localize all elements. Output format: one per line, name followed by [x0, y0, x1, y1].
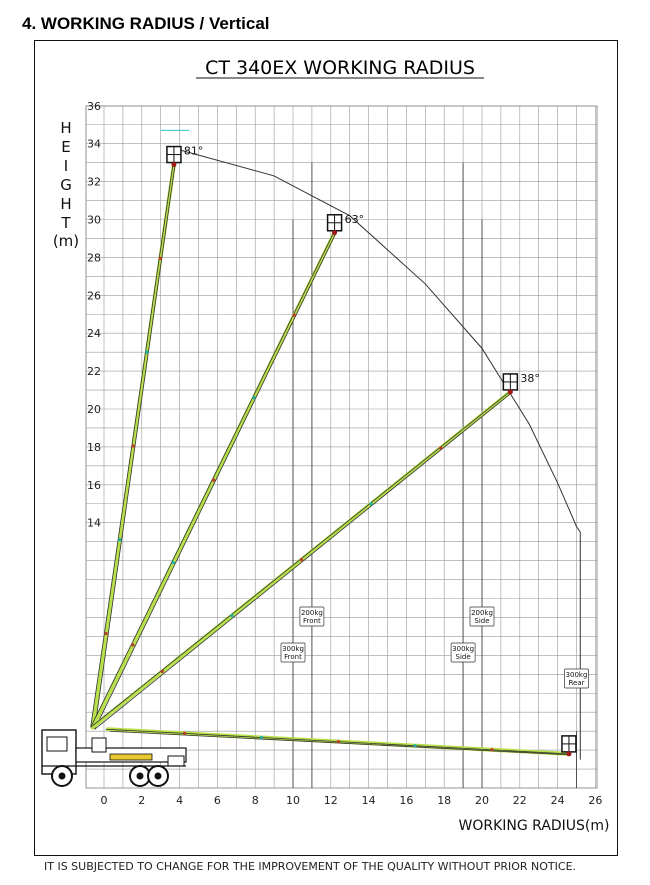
basket-mount — [171, 162, 176, 167]
boom-joint — [490, 748, 493, 751]
chart-labels — [53, 57, 610, 834]
boom-angle-label: 38° — [520, 371, 540, 385]
boom-positions — [91, 130, 581, 759]
truck-toolbox — [110, 754, 152, 760]
y-axis-unit: (m) — [52, 232, 80, 250]
boom-joint — [161, 670, 164, 673]
y-axis-title-letter: G — [60, 176, 72, 194]
basket-mount — [332, 230, 337, 235]
truck-hub — [59, 773, 66, 780]
chart-title: CT 340EX WORKING RADIUS — [205, 57, 475, 79]
boom-joint — [132, 444, 135, 447]
boom-joint — [212, 478, 215, 481]
boom-joint — [414, 744, 417, 747]
x-tick-label: 20 — [475, 794, 489, 807]
boom-joint — [293, 314, 296, 317]
y-axis-title-letter: H — [60, 119, 72, 137]
boom-joint — [159, 257, 162, 260]
x-tick-label: 8 — [251, 794, 259, 807]
turret — [92, 738, 106, 752]
x-tick-label: 14 — [361, 794, 376, 807]
x-tick-label: 18 — [437, 794, 452, 807]
boom-joint — [252, 396, 255, 399]
y-axis-title-letter: T — [61, 214, 71, 232]
y-axis-title-letter: H — [60, 195, 72, 213]
boom-joint — [370, 502, 373, 505]
truck-outrigger — [168, 756, 184, 766]
x-tick-label: 0 — [100, 794, 108, 807]
x-axis-title: WORKING RADIUS(m) — [458, 818, 610, 834]
load-limit-label: 200kg — [471, 609, 493, 617]
boom-joint — [439, 446, 442, 449]
y-axis-title-letter: I — [63, 157, 69, 175]
y-tick-label: 36 — [87, 99, 101, 113]
load-limit-label: 300kg — [565, 671, 588, 679]
y-tick-label: 34 — [87, 137, 101, 151]
boom-joint — [145, 351, 148, 354]
x-tick-label: 2 — [138, 794, 146, 807]
basket-mount — [508, 389, 513, 394]
y-tick-label: 18 — [87, 440, 101, 454]
section-title: 4. WORKING RADIUS / Vertical — [22, 14, 270, 33]
boom-joint — [105, 632, 108, 635]
truck-illustration — [42, 730, 186, 786]
x-tick-label: 12 — [323, 794, 338, 807]
boom-joint — [131, 643, 134, 646]
boom-joint — [230, 614, 233, 617]
footer-note: IT IS SUBJECTED TO CHANGE FOR THE IMPROVEMENT OF THE QUALITY WITHOUT PRIOR NOTICE. — [44, 860, 577, 873]
load-limit-label: 300kg — [452, 645, 475, 653]
boom-joint — [183, 732, 186, 735]
truck-hub — [137, 773, 144, 780]
y-tick-label: 20 — [87, 403, 101, 416]
y-tick-label: 28 — [87, 251, 101, 265]
y-axis-title-letter: E — [61, 138, 71, 156]
x-tick-label: 4 — [176, 794, 184, 807]
y-tick-label: 22 — [87, 365, 101, 379]
truck-window — [47, 737, 67, 751]
x-tick-label: 26 — [588, 794, 603, 807]
load-limit-label: Side — [474, 617, 490, 625]
x-tick-label: 6 — [213, 794, 221, 807]
boom-angle-label: 81° — [183, 144, 204, 158]
truck-hub — [155, 773, 162, 780]
y-tick-label: 24 — [87, 327, 101, 341]
y-tick-label: 16 — [87, 478, 101, 492]
boom-edge — [95, 393, 512, 729]
boom-angle-label: 63° — [344, 212, 365, 226]
y-tick-label: 14 — [87, 516, 101, 530]
grid — [86, 106, 597, 788]
load-limit-label: 300kg — [282, 645, 304, 653]
load-limit-label: Front — [284, 653, 302, 661]
load-limit-label: 200kg — [300, 609, 323, 617]
boom-joint — [260, 736, 263, 739]
x-tick-label: 22 — [512, 794, 527, 807]
boom-position — [91, 374, 518, 729]
load-limit-label: Side — [455, 653, 471, 661]
y-tick-label: 32 — [87, 175, 101, 189]
x-tick-label: 10 — [286, 794, 300, 807]
load-limit-label: Rear — [568, 679, 585, 687]
y-tick-label: 30 — [87, 213, 101, 227]
x-tick-label: 24 — [550, 794, 565, 807]
boom-joint — [337, 740, 340, 743]
basket-mount — [566, 751, 571, 756]
boom-joint — [172, 561, 175, 564]
boom-joint — [300, 558, 303, 561]
load-limit-label: Front — [303, 617, 321, 625]
boom-joint — [118, 538, 121, 541]
x-tick-label: 16 — [399, 794, 414, 807]
y-tick-label: 26 — [87, 289, 101, 303]
